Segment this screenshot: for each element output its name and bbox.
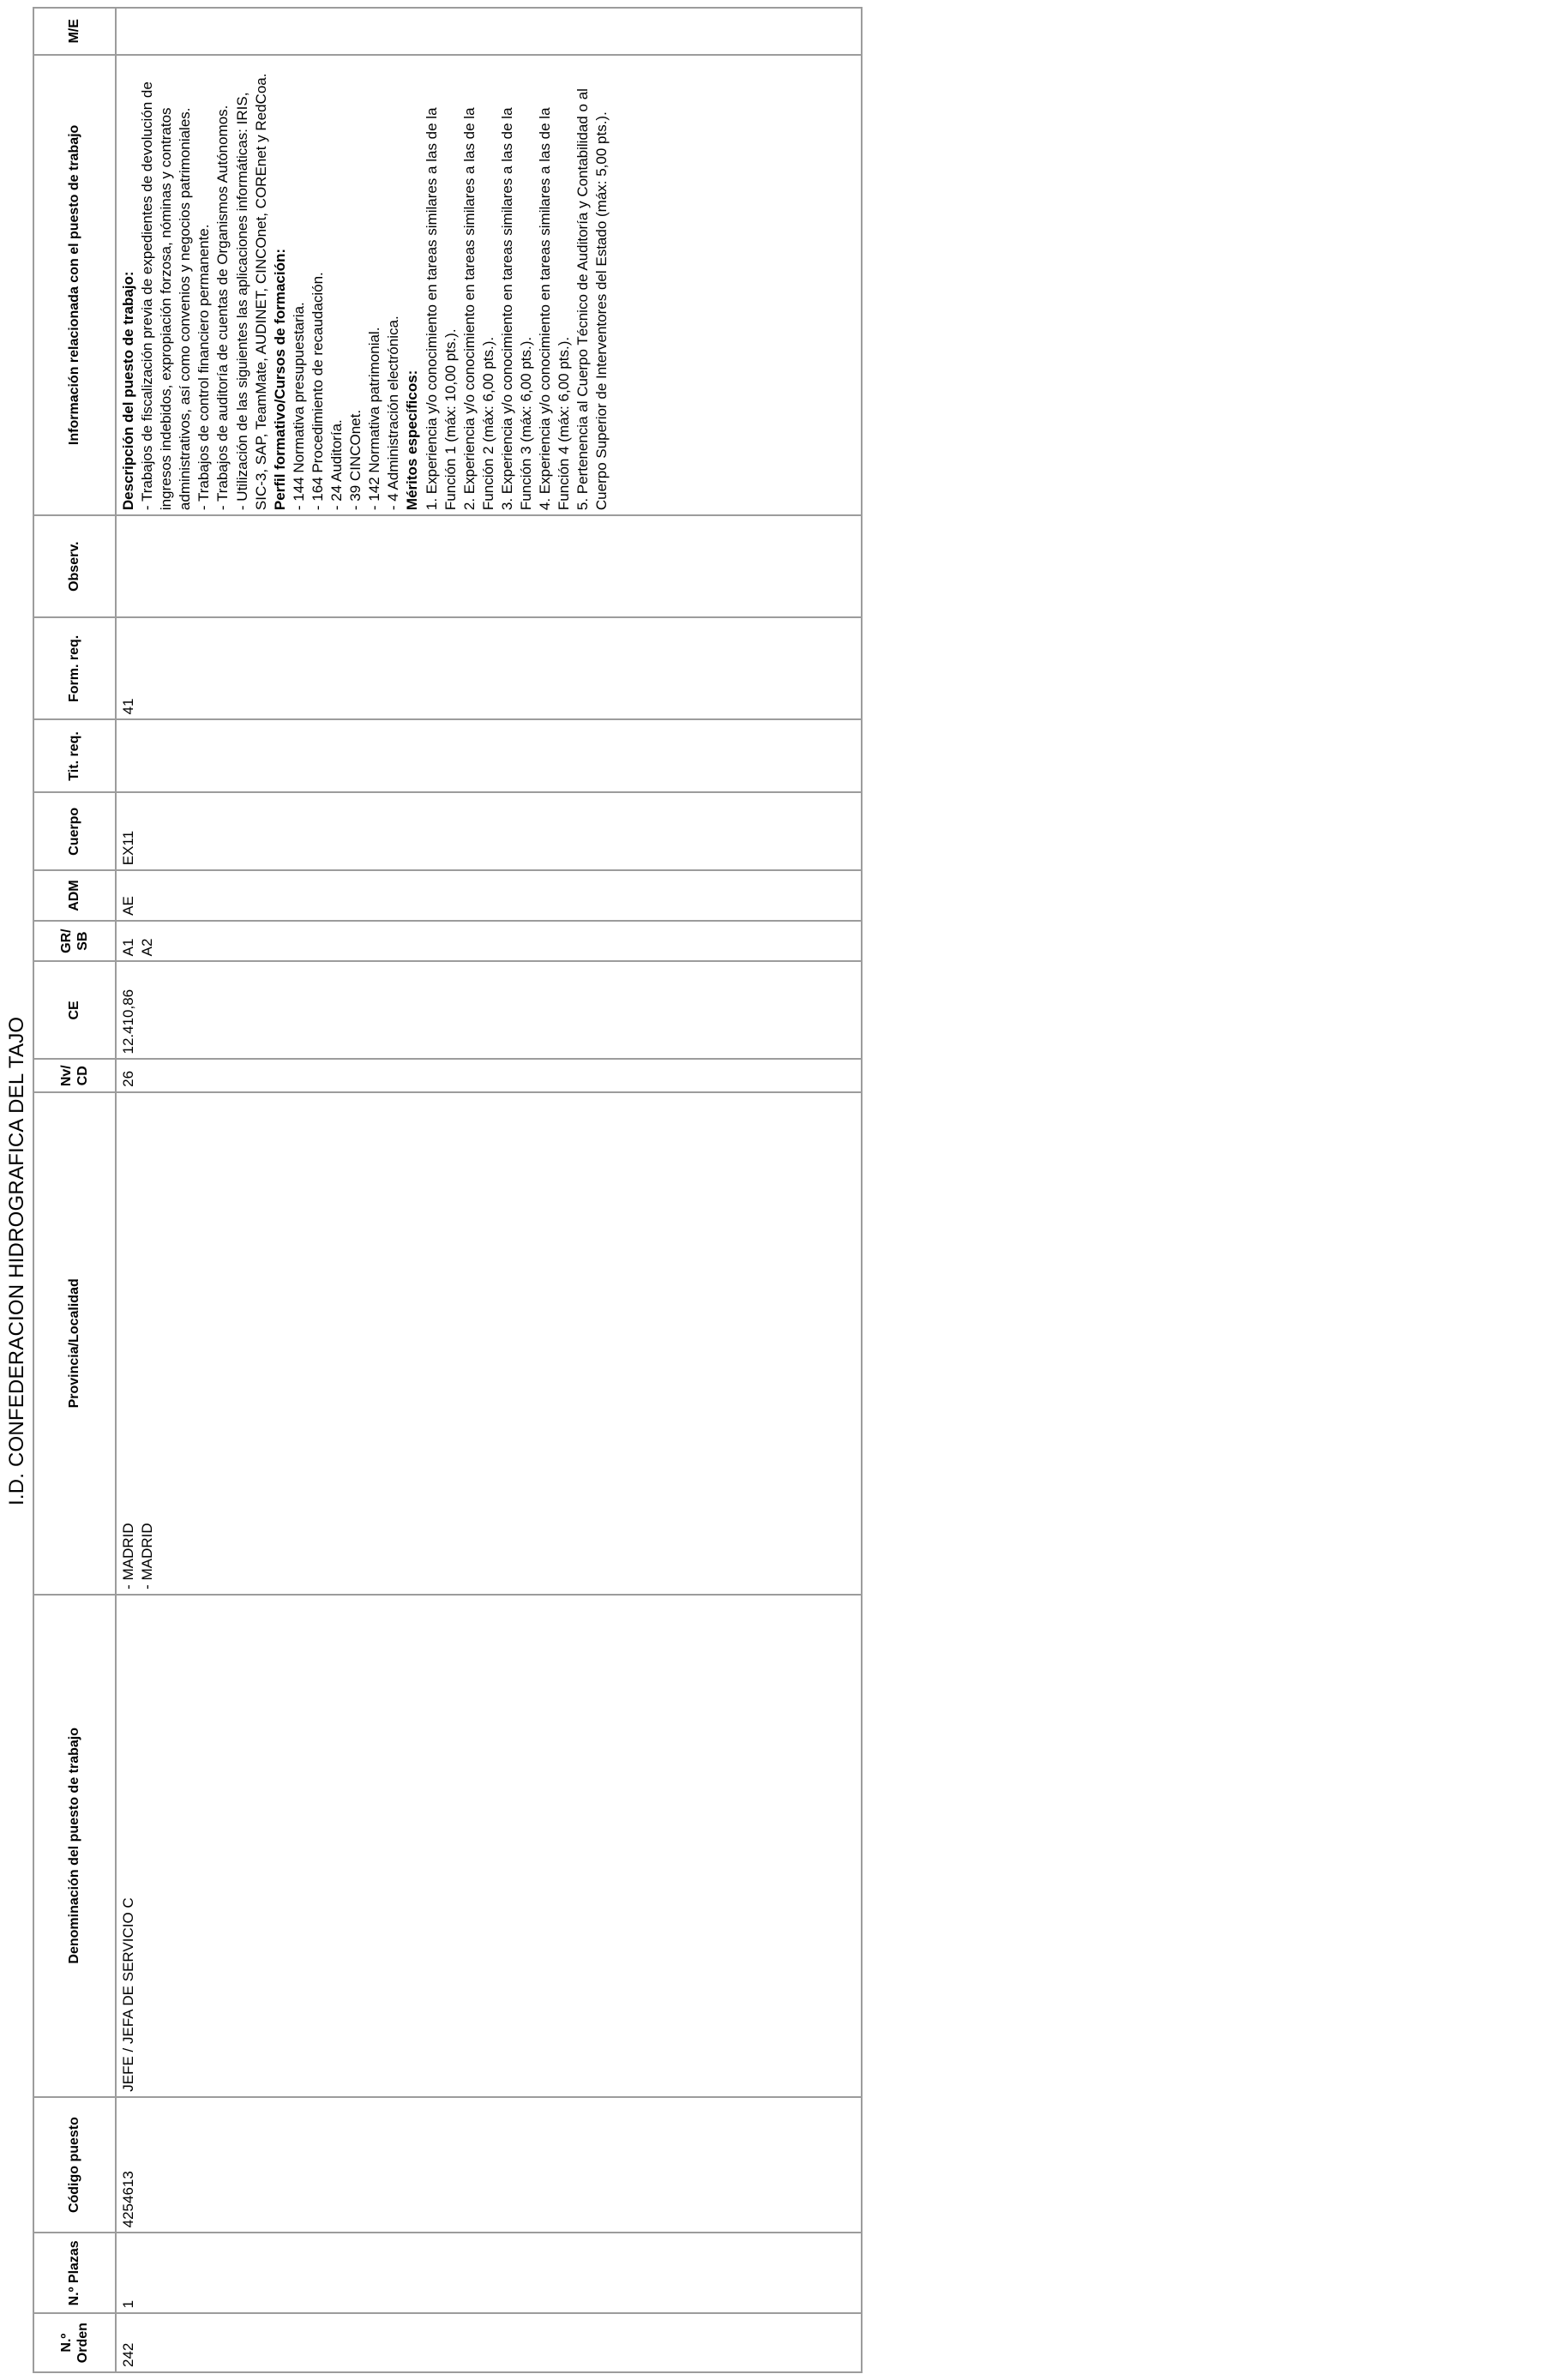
cell-titulacion xyxy=(116,720,862,793)
meritos-text: 1. Experiencia y/o conocimiento en tareas similares a las de la Función 1 (máx: 10,00 pts.). 2. Experiencia y/o conocimiento en tareas similares a las de la Función 2 (máx: 6,00 pts.). 3. Experiencia y/o conocimiento en tareas similares a las de la Función 3 (máx: 6,00 pts.). 4. Experiencia y/o conocimiento en tareas similares a las de la Función 4 (máx: 6,00 pts.). 5. Pertenencia al Cuerpo Técnico de Auditoría y Contabilidad o al Cuerpo Superior de Interventores del Estado (máx: 5,00 pts.). xyxy=(423,88,610,511)
table-row xyxy=(116,8,862,2372)
header-formacion: Form. req. xyxy=(33,617,116,719)
cell-formacion: 41 xyxy=(116,617,862,719)
cell-orden: 242 xyxy=(116,2313,862,2372)
header-me: M/E xyxy=(33,8,116,55)
cell-grupo: A1 A2 xyxy=(116,921,862,961)
cell-provincia: - MADRID - MADRID xyxy=(116,1092,862,1595)
header-titulacion: Tit. req. xyxy=(33,720,116,793)
cell-me xyxy=(116,8,862,55)
cell-codigo: 4254613 xyxy=(116,2097,862,2233)
header-denominacion: Denominación del puesto de trabajo xyxy=(33,1595,116,2097)
cell-denominacion: JEFE / JEFA DE SERVICIO C xyxy=(116,1595,862,2097)
cell-plazas: 1 xyxy=(116,2233,862,2313)
header-grupo: GR/ SB xyxy=(33,921,116,961)
cell-nivel: 26 xyxy=(116,1060,862,1092)
header-ce: CE xyxy=(33,961,116,1059)
header-provincia: Provincia/Localidad xyxy=(33,1092,116,1595)
descripcion-heading: Descripción del puesto de trabajo: xyxy=(120,271,136,511)
perfil-text: - 144 Normativa presupuestaria. - 164 Procedimiento de recaudación. - 24 Auditoría. - 39 CINCOnet. - 142 Normativa patrimonial. - 4 Administración electrónica. xyxy=(290,272,402,511)
header-observaciones: Observ. xyxy=(33,515,116,617)
header-codigo: Código puesto xyxy=(33,2097,116,2233)
cell-ce: 12.410,86 xyxy=(116,961,862,1059)
cell-observaciones xyxy=(116,515,862,617)
meritos-heading: Méritos específicos: xyxy=(404,370,421,511)
header-adm: ADM xyxy=(33,870,116,921)
positions-table xyxy=(33,7,863,2373)
cell-informacion xyxy=(116,55,862,515)
header-nivel: Nv/ CD xyxy=(33,1060,116,1092)
header-cuerpo: Cuerpo xyxy=(33,792,116,870)
perfil-heading: Perfil formativo/Cursos de formación: xyxy=(271,248,288,511)
descripcion-text: - Trabajos de fiscalización previa de expedientes de devolución de ingresos indebidos, expropiación forzosa, nóminas y contratos administrativos, así como convenios y negocios patrimoniales. - Trabajos de control financiero permanente. - Trabajos de auditoría de cuentas de Organismos Autónomos. - Utilización de las siguientes las aplicaciones informáticas: IRIS, SIC-3, SAP, TeamMate, AUDINET, CINCOnet, COREnet y RedCoa. xyxy=(139,73,269,511)
page-title: I.D. CONFEDERACION HIDROGRAFICA DEL TAJO xyxy=(5,1016,28,1506)
table-header-row xyxy=(33,8,116,2372)
header-informacion: Información relacionada con el puesto de trabajo xyxy=(33,55,116,515)
header-orden: N.º Orden xyxy=(33,2313,116,2372)
cell-adm: AE xyxy=(116,870,862,921)
header-plazas: N.º Plazas xyxy=(33,2233,116,2313)
cell-cuerpo: EX11 xyxy=(116,792,862,870)
